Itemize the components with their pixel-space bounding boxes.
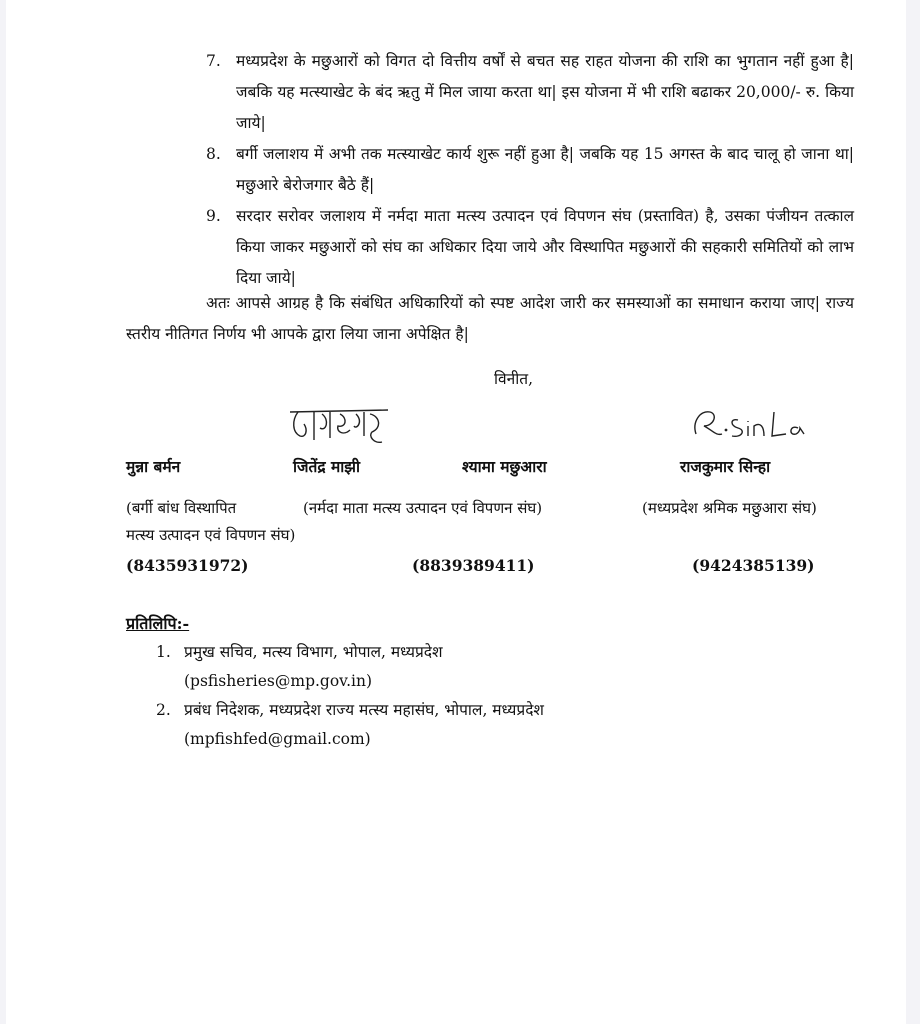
organization-burman-line1: (बर्गी बांध विस्थापित	[126, 499, 237, 517]
demand-list	[206, 46, 854, 294]
letter-page	[6, 0, 906, 1024]
signatory-name: राजकुमार सिन्हा	[680, 457, 771, 476]
list-text: बर्गी जलाशय में अभी तक मत्स्याखेट कार्य शुरू नहीं हुआ है| जबकि यह 15 अगस्त के बाद चालू हो जाना था| मछुआरे बेरोजगार बैठे हैं|	[236, 145, 854, 194]
closing-salutation: विनीत,	[494, 370, 534, 388]
organization-shramik: (मध्यप्रदेश श्रमिक मछुआरा संघ)	[642, 499, 817, 517]
phone-number: (8435931972)	[126, 556, 249, 575]
recipient-title: प्रबंध निदेशक, मध्यप्रदेश राज्य मत्स्य महासंघ, भोपाल, मध्यप्रदेश	[184, 701, 544, 719]
recipient-email: (psfisheries@mp.gov.in)	[184, 672, 372, 690]
phone-number: (8839389411)	[412, 556, 535, 575]
copy-to-list	[156, 638, 756, 754]
list-item	[156, 638, 756, 696]
list-number: 8.	[206, 145, 221, 163]
list-text: सरदार सरोवर जलाशय में नर्मदा माता मत्स्य उत्पादन एवं विपणन संघ (प्रस्तावित) है, उसका पंजीयन तत्काल किया जाकर मछुआरों को संघ का अधिकार दिया जाये और विस्थापित मछुआरों की सहकारी समितियों को लाभ दिया जाये|	[236, 207, 854, 287]
signature-jitendra	[286, 402, 396, 450]
organization-burman-line2: मत्स्य उत्पादन एवं विपणन संघ)	[126, 526, 296, 544]
list-number: 9.	[206, 207, 221, 225]
request-paragraph: अतः आपसे आग्रह है कि संबंधित अधिकारियों को स्पष्ट आदेश जारी कर समस्याओं का समाधान कराया जाए| राज्य स्तरीय नीतिगत निर्णय भी आपके द्वारा लिया जाना अपेक्षित है|	[126, 294, 854, 343]
signature-sinha	[690, 404, 820, 444]
recipient-email: (mpfishfed@gmail.com)	[184, 730, 371, 748]
signatory-name: मुन्ना बर्मन	[126, 457, 181, 476]
list-item	[206, 139, 854, 201]
list-number: 7.	[206, 52, 221, 70]
organization-narmada: (नर्मदा माता मत्स्य उत्पादन एवं विपणन संघ)	[303, 499, 543, 517]
list-item	[206, 46, 854, 139]
signatory-name: श्यामा मछुआरा	[462, 457, 547, 476]
copy-to-heading: प्रतिलिपि:-	[126, 614, 190, 633]
phone-number: (9424385139)	[692, 556, 815, 575]
list-text: मध्यप्रदेश के मछुआरों को विगत दो वित्तीय वर्षों से बचत सह राहत योजना की राशि का भुगतान नहीं हुआ है| जबकि यह मत्स्याखेट के बंद ऋतु में मिल जाया करता था| इस योजना में भी राशि बढाकर 20,000/- रु. किया जाये|	[236, 52, 854, 132]
signatory-name: जितेंद्र माझी	[293, 457, 360, 476]
recipient-title: प्रमुख सचिव, मत्स्य विभाग, भोपाल, मध्यप्रदेश	[184, 643, 443, 661]
list-number: 2.	[156, 701, 171, 719]
list-item	[206, 201, 854, 294]
list-item	[156, 696, 756, 754]
list-number: 1.	[156, 643, 171, 661]
